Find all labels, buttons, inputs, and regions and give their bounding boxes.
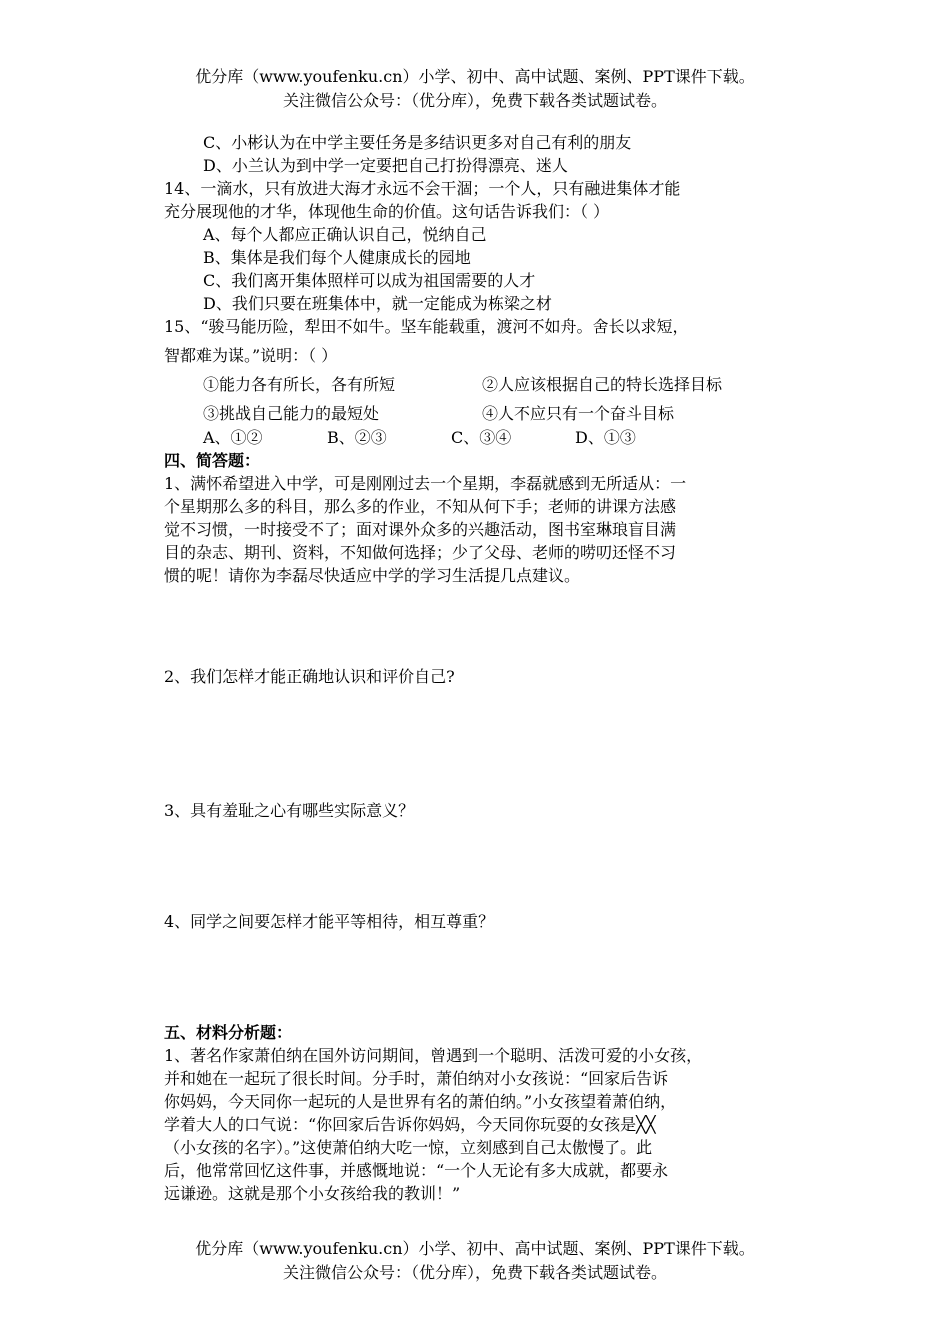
s5-q1-line-1: 1、著名作家萧伯纳在国外访问期间，曾遇到一个聪明、活泼可爱的小女孩， — [164, 1046, 703, 1065]
s5-q1-line-6: 后，他常常回忆这件事，并感慨地说：“一个人无论有多大成就，都要永 — [164, 1161, 669, 1180]
s5-q1-line-3: 你妈妈，今天同你一起玩的人是世界有名的萧伯纳。”小女孩望着萧伯纳， — [164, 1092, 677, 1111]
s4-q3: 3、具有羞耻之心有哪些实际意义？ — [164, 801, 415, 820]
section-5-title: 五、材料分析题： — [164, 1023, 293, 1042]
s4-q4: 4、同学之间要怎样才能平等相待，相互尊重？ — [164, 912, 495, 931]
s5-q1-line-2: 并和她在一起玩了很长时间。分手时，萧伯纳对小女孩说：“回家后告诉 — [164, 1069, 669, 1088]
q15-statement-4: ④人不应只有一个奋斗目标 — [482, 404, 675, 423]
q14-stem-line-2: 充分展现他的才华，体现他生命的价值。这句话告诉我们：（ ） — [164, 202, 610, 221]
s4-q1-line-2: 个星期那么多的科目，那么多的作业，不知从何下手；老师的讲课方法感 — [164, 497, 677, 516]
q14-option-c: C、我们离开集体照样可以成为祖国需要的人才 — [203, 271, 536, 290]
q15-statement-1: ①能力各有所长，各有所短 — [203, 375, 396, 394]
header-line-1: 优分库（www.youfenku.cn）小学、初中、高中试题、案例、PPT课件下载。 — [195, 67, 755, 86]
footer-line-1: 优分库（www.youfenku.cn）小学、初中、高中试题、案例、PPT课件下载。 — [195, 1239, 755, 1258]
section-4-title: 四、简答题： — [164, 451, 261, 470]
q14-option-d: D、我们只要在班集体中，就一定能成为栋梁之材 — [203, 294, 552, 313]
s4-q1-line-5: 惯的呢！请你为李磊尽快适应中学的学习生活提几点建议。 — [164, 566, 581, 585]
q13-option-d: D、小兰认为到中学一定要把自己打扮得漂亮、迷人 — [203, 156, 568, 175]
q15-option-a: A、①② — [203, 428, 263, 447]
q14-option-a: A、每个人都应正确认识自己，悦纳自己 — [203, 225, 487, 244]
q15-option-c: C、③④ — [451, 428, 512, 447]
q15-stem-line-2: 智都难为谋。”说明：（ ） — [164, 346, 338, 365]
s4-q1-line-1: 1、满怀希望进入中学，可是刚刚过去一个星期，李磊就感到无所适从：一 — [164, 474, 687, 493]
q15-option-b: B、②③ — [327, 428, 387, 447]
q14-stem-line-1: 14、一滴水，只有放进大海才永远不会干涸；一个人，只有融进集体才能 — [164, 179, 681, 198]
s5-q1-line-7: 远谦逊。这就是那个小女孩给我的教训！” — [164, 1184, 461, 1203]
s4-q2: 2、我们怎样才能正确地认识和评价自己? — [164, 667, 455, 686]
s5-q1-line-5: （小女孩的名字）。”这使萧伯纳大吃一惊，立刻感到自己太傲慢了。此 — [164, 1138, 653, 1157]
s4-q1-line-3: 觉不习惯，一时接受不了；面对课外众多的兴趣活动，图书室琳琅盲目满 — [164, 520, 677, 539]
s5-q1-line-4: 学着大人的口气说：“你回家后告诉你妈妈，今天同你玩耍的女孩是╳╳ — [164, 1115, 656, 1134]
q15-statement-3: ③挑战自己能力的最短处 — [203, 404, 380, 423]
q13-option-c: C、小彬认为在中学主要任务是多结识更多对自己有利的朋友 — [203, 133, 632, 152]
q15-stem-line-1: 15、“骏马能历险，犁田不如牛。坚车能载重，渡河不如舟。舍长以求短， — [164, 317, 689, 336]
header-line-2: 关注微信公众号：（优分库），免费下载各类试题试卷。 — [282, 91, 667, 110]
q15-statement-2: ②人应该根据自己的特长选择目标 — [482, 375, 723, 394]
q15-option-d: D、①③ — [575, 428, 636, 447]
footer-line-2: 关注微信公众号：（优分库），免费下载各类试题试卷。 — [282, 1263, 667, 1282]
q14-option-b: B、集体是我们每个人健康成长的园地 — [203, 248, 471, 267]
s4-q1-line-4: 目的杂志、期刊、资料，不知做何选择；少了父母、老师的唠叨还怪不习 — [164, 543, 677, 562]
